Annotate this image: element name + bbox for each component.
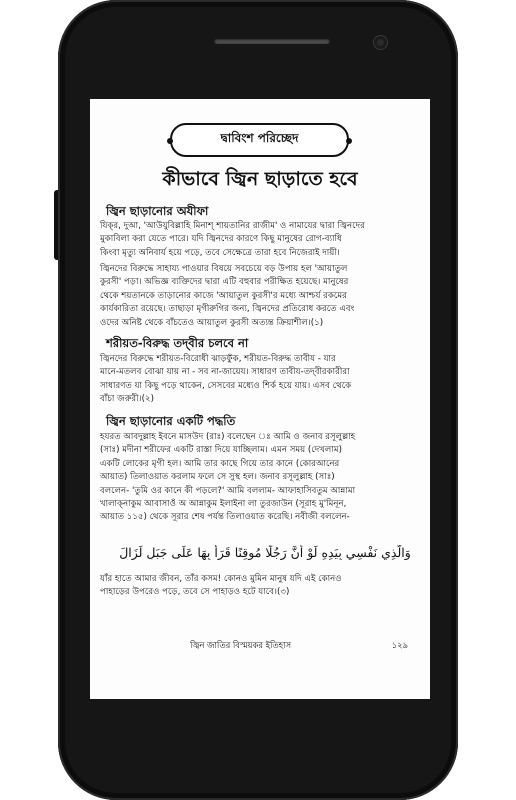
text-line: থেকে শয়তানকে তাড়ানোর কাজে 'আয়াতুল কুরসী'র মধ্যে আশ্চর্য রকমের — [100, 290, 347, 301]
book-page-view[interactable] — [90, 99, 430, 699]
text-line: আয়াত ১১৫) থেকে সূরার শেষ পর্যন্ত তিলাওয়াত করেছি। নবীজী বললেন- — [100, 512, 350, 523]
paragraph — [100, 220, 422, 260]
text-line: যিক্‌র, দুআ, 'আউযুবিল্লাহি মিনাশ্‌ শায়তানির রাজীম' ও নামাযের দ্বারা জ্বিনদের — [100, 221, 365, 231]
chapter-banner: দ্বাবিংশ পরিচ্ছেদ — [170, 123, 349, 157]
text-line: একটি লোকের মৃগী হল। আমি তার কাছে গিয়ে তার কানে (কোরআনের — [100, 458, 340, 469]
text-line: মুকাবিলা করা যেতে পারে। যদি জ্বিনদের কারণে কিছু মানুষের রোগ-ব্যাধি — [100, 234, 342, 245]
text-line: (সাঃ) মদীনা শরীফের একটি রাস্তা দিয়ে যাচ্ছিলাম। এমন সময় (দেখলাম) — [100, 445, 342, 456]
paragraph — [100, 431, 422, 525]
text-line: কিংবা মৃত্যু অনিবার্য হয়ে পড়ে, তবে সেক্ষেত্রে তারা হবে নিজেরাই দায়ী। — [100, 247, 340, 258]
paragraph — [100, 573, 422, 600]
text-line: বাঁচা জরুরী।(২) — [100, 394, 154, 405]
front-camera-icon — [374, 36, 387, 49]
text-line: বললেন- 'তুমি ওর কানে কী পড়লে?' আমি বললাম- আফাহাসিবতুম আন্নামা — [100, 485, 356, 496]
section-heading: জ্বিন ছাড়ানোর অযীফা — [106, 204, 209, 218]
text-line: পাহাড়ের উপরেও পড়ে, তবে সে পাহাড়ও হটে যাবে।(৩) — [100, 587, 290, 598]
text-line: কুরসী' পড়া। অভিজ্ঞ ব্যক্তিদের দ্বারা এটি বহুবার পরীক্ষিত হয়েছে। মানুষের — [100, 277, 349, 288]
text-line: আয়াত) তিলাওয়াত করলাম ফলে সে সুস্থ হল। জনাব রসূলুল্লাহ (সাঃ) — [100, 472, 335, 483]
text-line: যাঁর হাতে আমার জীবন, তাঁর কসম! কোনও মুমিন মানুষ যদি এই কোনও — [100, 574, 342, 584]
speaker-grille — [214, 38, 330, 44]
paragraph — [100, 353, 422, 407]
section-heading: শরীয়ত-বিরুদ্ধ তদ্‌বীর চলবে না — [106, 336, 249, 350]
chapter-title: কীভাবে জ্বিন ছাড়াতে হবে — [162, 168, 358, 190]
arabic-verse: وَالَّذِي نَفْسِي بِيَدِهِ لَوْ أَنَّ رَجُلًا مُوقِنًا قَرَأَ بِهَا عَلَى جَبَلٍ لَزَالَ — [119, 545, 411, 560]
paragraph — [100, 263, 422, 330]
footer-book-title: জ্বিন জাতির বিস্ময়কর ইতিহাস — [190, 640, 291, 650]
section-heading: জ্বিন ছাড়ানোর একটি পদ্ধতি — [106, 414, 236, 428]
text-line: মানে-মতলব বোঝা যায় না - সব না-জায়েয। সাধারণ তাবীয-তদ্‌বীরকারীরা — [100, 367, 350, 378]
text-line: কার্যকারিতা রয়েছে। তাছাড়া মৃগীরুগির জন্য, জ্বিনদের প্রতিরোধ করতে এবং — [100, 304, 355, 315]
text-line: হযরত আবদুল্লাহ ইবনে মাসউদ (রাঃ) বলেছেন ঃ আমি ও জনাব রসূলুল্লাহ — [100, 432, 356, 442]
page-number: ১২৯ — [391, 640, 408, 650]
text-line: ওদের অনিষ্ট থেকে বাঁচতেও আয়াতুল কুরসী অত্যন্ত ক্রিয়াশীল।(১) — [100, 317, 324, 328]
text-line: খালাক্‌নাকুম আবাসাওঁ অ আন্নাকুম ইলাইনা লা তুরজাউন (সূরাহ মু'মিনূন, — [100, 499, 347, 510]
text-line: সাধারণত যা কিছু পড়ে থাকেন, সেসবের মধ্যেও শির্ক হয়ে যায়। এসব থেকে — [100, 380, 352, 391]
text-line: জ্বিনদের বিরুদ্ধে সাহায্য পাওয়ার বিষয়ে সবচেয়ে বড় উপায় হল 'আয়াতুল — [100, 264, 348, 274]
text-line: জ্বিনদের বিরুদ্ধে শরীয়ত-বিরোধী ঝাড়ফুঁক, শরীয়ত-বিরুদ্ধ তাবীয - যার — [100, 354, 336, 364]
